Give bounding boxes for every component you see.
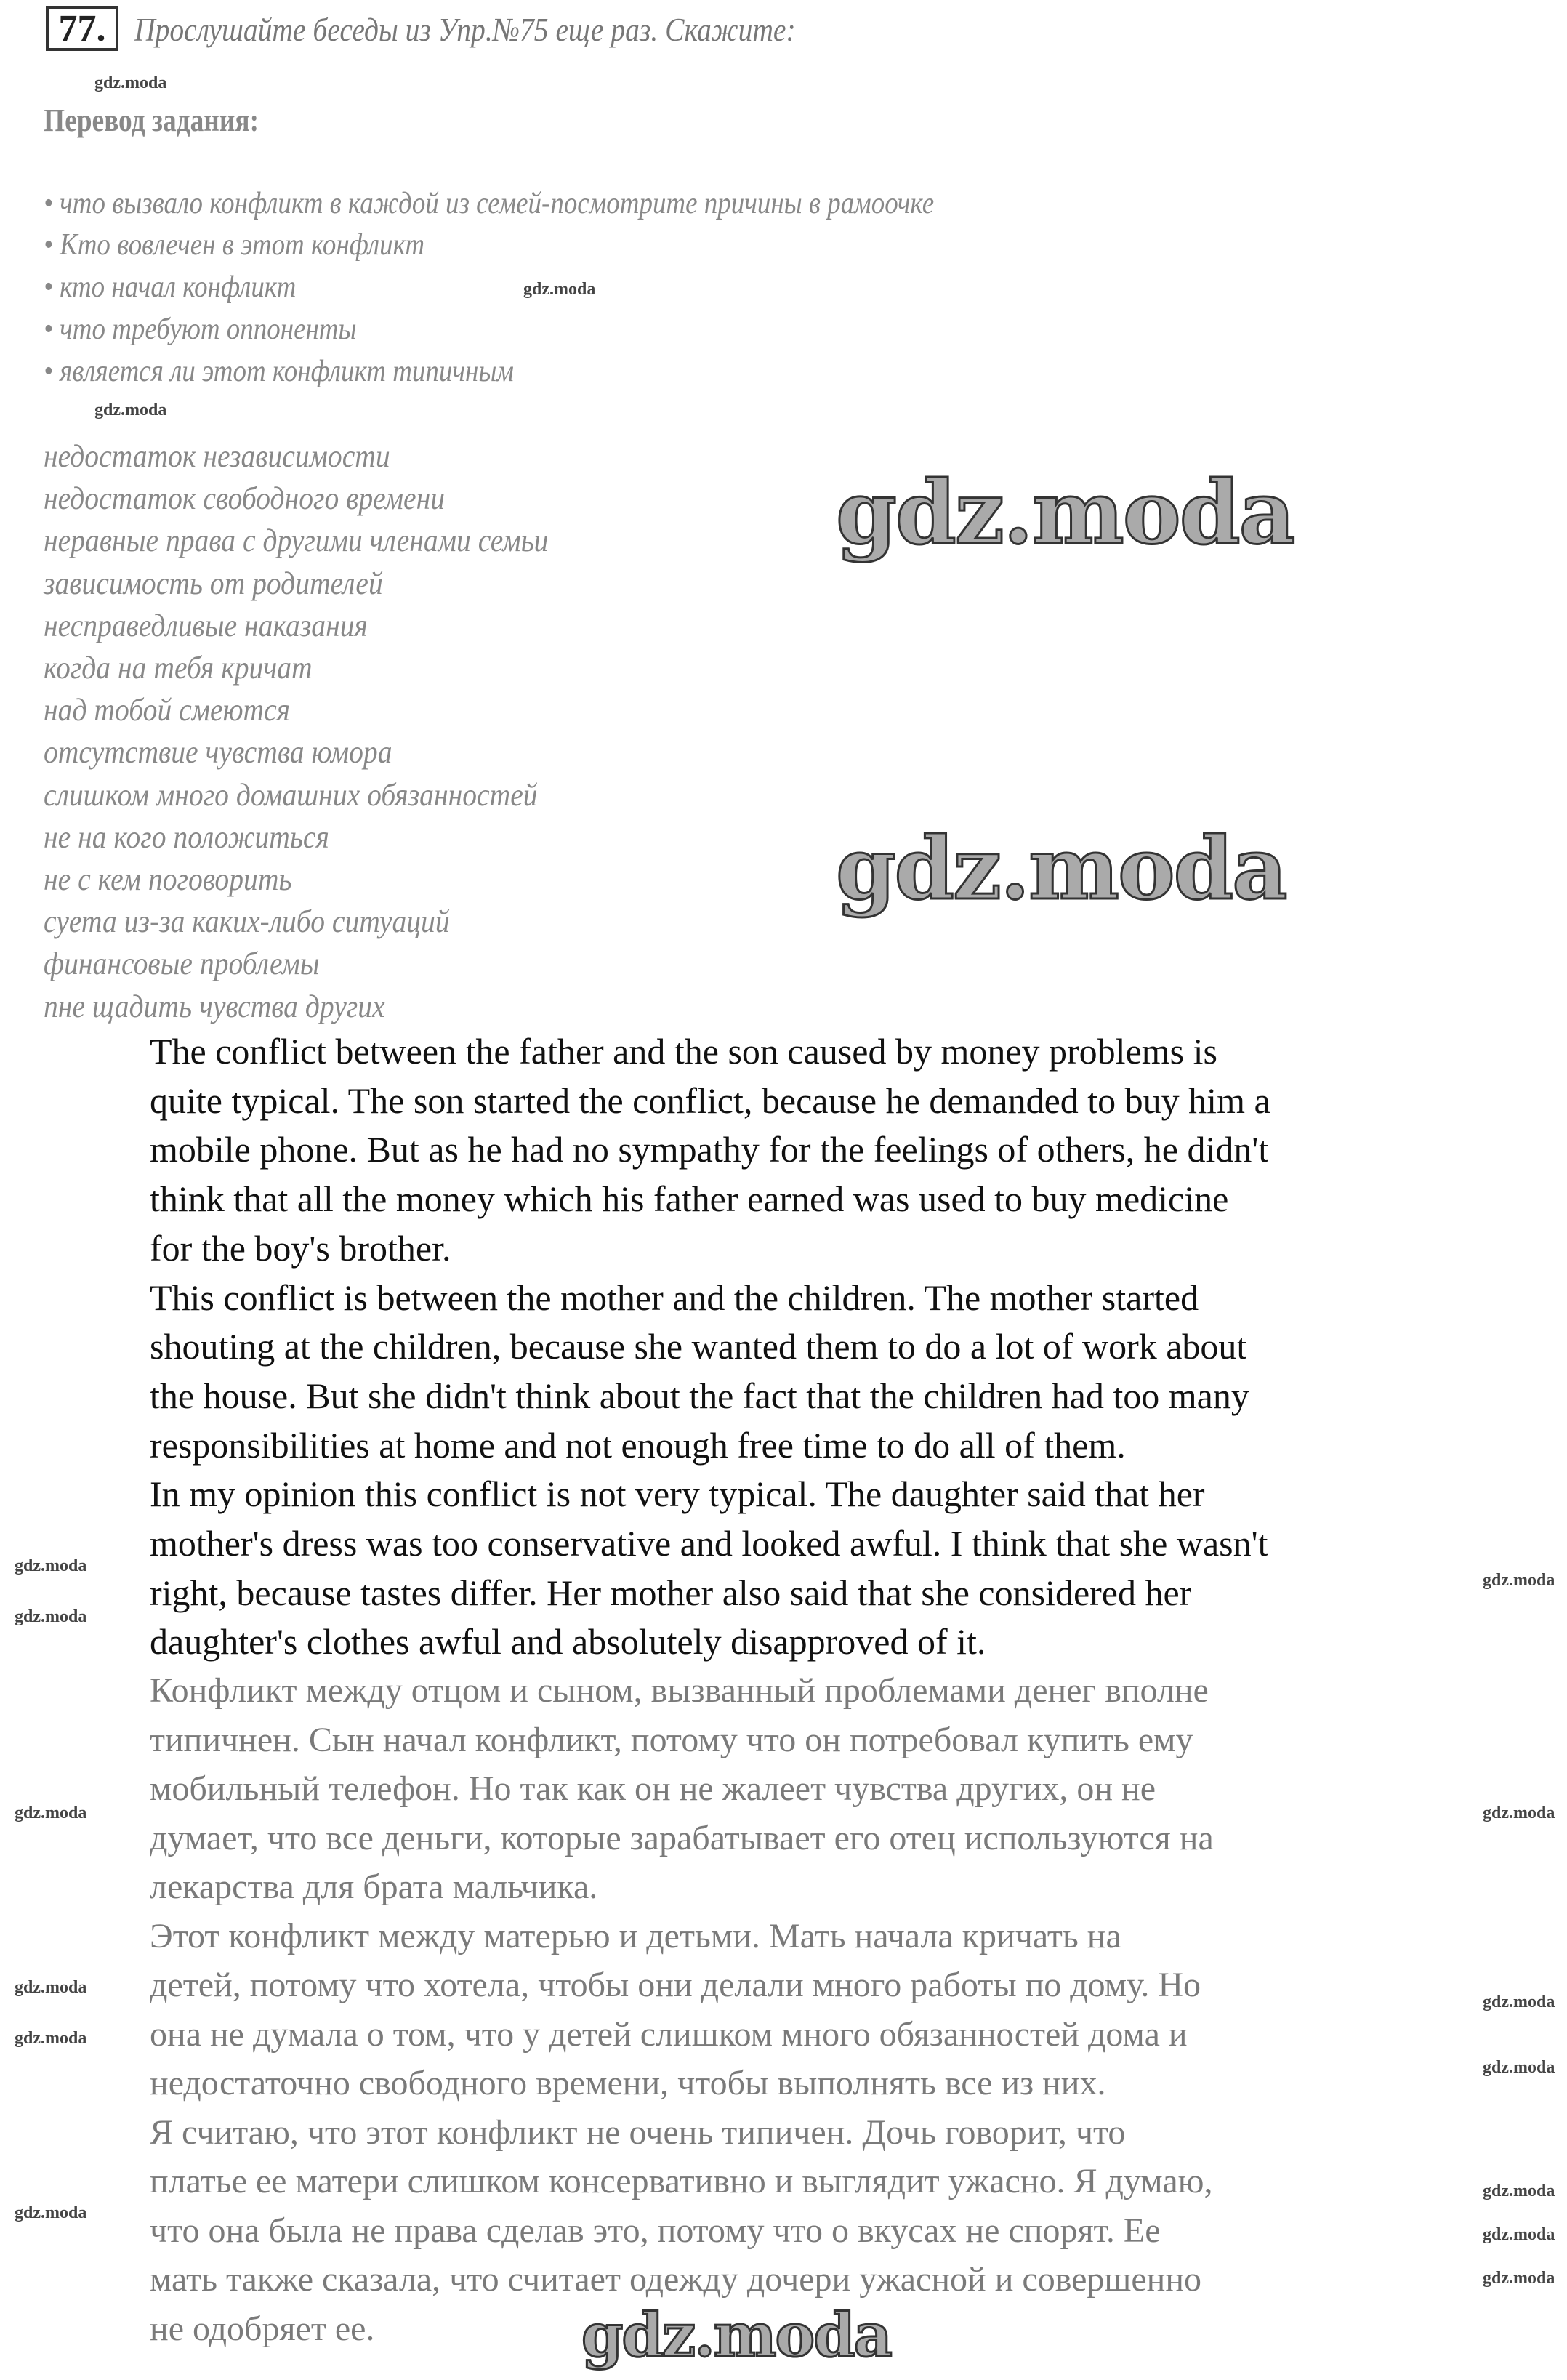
english-line: The conflict between the father and the son caused by money problems is	[150, 1031, 1217, 1072]
watermark-small: gdz.moda	[15, 2029, 87, 2048]
cause-item: над тобой смеются	[44, 692, 291, 728]
task-bullet: • является ли этот конфликт типичным	[44, 355, 514, 388]
watermark-small: gdz.moda	[1483, 1993, 1555, 2011]
english-line: think that all the money which his father earned was used to buy medicine	[150, 1178, 1229, 1220]
watermark-small: gdz.moda	[15, 1607, 87, 1626]
cause-item: недостаток независимости	[44, 438, 390, 474]
cause-item: не с кем поговорить	[44, 861, 292, 897]
watermark-small: gdz.moda	[523, 280, 596, 299]
task-bullet: • что вызвало конфликт в каждой из семей-посмотрите причины в рамоочке	[44, 187, 935, 220]
task-bullet: • что требуют оппоненты	[44, 313, 357, 346]
russian-line: типичнен. Сын начал конфликт, потому что он потребовал купить ему	[150, 1720, 1193, 1759]
watermark-logo: gdz.moda	[581, 2301, 891, 2371]
english-line: In my opinion this conflict is not very typical. The daughter said that her	[150, 1474, 1205, 1515]
cause-item: несправедливые наказания	[44, 607, 368, 643]
english-line: mobile phone. But as he had no sympathy for the feelings of others, he didn't	[150, 1129, 1269, 1170]
cause-item: неравные права с другими членами семьи	[44, 523, 549, 559]
watermark-logo: gdz.moda	[836, 462, 1294, 564]
cause-item: суета из-за каких-либо ситуаций	[44, 904, 450, 940]
watermark-small: gdz.moda	[1483, 1571, 1555, 1590]
russian-line: Этот конфликт между матерью и детьми. Мать начала кричать на	[150, 1916, 1121, 1955]
cause-item: зависимость от родителей	[44, 565, 383, 601]
task-bullet: • Кто вовлечен в этот конфликт	[44, 228, 425, 262]
watermark-small: gdz.moda	[1483, 2225, 1555, 2244]
russian-line: мобильный телефон. Но так как он не жалеет чувства других, он не	[150, 1769, 1156, 1808]
watermark-small: gdz.moda	[94, 401, 167, 419]
cause-item: пне щадить чувства других	[44, 988, 385, 1024]
cause-item: финансовые проблемы	[44, 946, 320, 982]
english-line: responsibilities at home and not enough free time to do all of them.	[150, 1424, 1126, 1466]
english-line: mother's dress was too conservative and looked awful. I think that she wasn't	[150, 1523, 1268, 1564]
russian-line: мать также сказала, что считает одежду дочери ужасной и совершенно	[150, 2260, 1202, 2299]
russian-line: не одобряет ее.	[150, 2309, 375, 2348]
cause-item: отсутствие чувства юмора	[44, 734, 392, 771]
watermark-small: gdz.moda	[1483, 2058, 1555, 2077]
english-line: the house. But she didn't think about the fact that the children had too many	[150, 1375, 1249, 1416]
watermark-small: gdz.moda	[15, 1804, 87, 1822]
watermark-small: gdz.moda	[1483, 2269, 1555, 2288]
english-line: This conflict is between the mother and the children. The mother started	[150, 1277, 1199, 1318]
cause-item: не на кого положиться	[44, 819, 329, 855]
cause-item: слишком много домашних обязанностей	[44, 776, 538, 813]
exercise-number: 77.	[46, 6, 118, 51]
exercise-title: Прослушайте беседы из Упр.№75 еще раз. Скажите:	[134, 11, 796, 48]
watermark-small: gdz.moda	[15, 1978, 87, 1997]
watermark-small: gdz.moda	[1483, 1804, 1555, 1822]
english-line: daughter's clothes awful and absolutely disapproved of it.	[150, 1621, 986, 1663]
cause-item: недостаток свободного времени	[44, 481, 446, 517]
russian-line: что она была не права сделав это, потому что о вкусах не спорят. Ее	[150, 2211, 1161, 2250]
watermark-small: gdz.moda	[94, 73, 167, 92]
russian-line: детей, потому что хотела, чтобы они делали много работы по дому. Но	[150, 1966, 1201, 2004]
russian-line: она не думала о том, что у детей слишком много обязанностей дома и	[150, 2014, 1188, 2054]
english-line: for the boy's brother.	[150, 1227, 451, 1269]
english-line: right, because tastes differ. Her mother also said that she considered her	[150, 1572, 1192, 1613]
translation-heading: Перевод задания:	[44, 102, 259, 138]
russian-line: Я считаю, что этот конфликт не очень типичен. Дочь говорит, что	[150, 2112, 1126, 2152]
cause-item: когда на тебя кричат	[44, 650, 313, 686]
task-bullet: • кто начал конфликт	[44, 270, 297, 304]
english-line: quite typical. The son started the conflict, because he demanded to buy him a	[150, 1080, 1270, 1121]
russian-line: платье ее матери слишком консервативно и выглядит ужасно. Я думаю,	[150, 2162, 1213, 2200]
russian-line: лекарства для брата мальчика.	[150, 1868, 598, 1906]
watermark-small: gdz.moda	[15, 1556, 87, 1575]
russian-line: думает, что все деньги, которые зарабатывает его отец используются на	[150, 1818, 1214, 1857]
russian-line: недостаточно свободного времени, чтобы выполнять все из них.	[150, 2064, 1106, 2102]
watermark-logo: gdz.moda	[836, 818, 1286, 919]
russian-line: Конфликт между отцом и сыном, вызванный проблемами денег вполне	[150, 1671, 1209, 1710]
watermark-small: gdz.moda	[1483, 2182, 1555, 2200]
watermark-small: gdz.moda	[15, 2203, 87, 2222]
english-line: shouting at the children, because she wanted them to do a lot of work about	[150, 1326, 1247, 1367]
